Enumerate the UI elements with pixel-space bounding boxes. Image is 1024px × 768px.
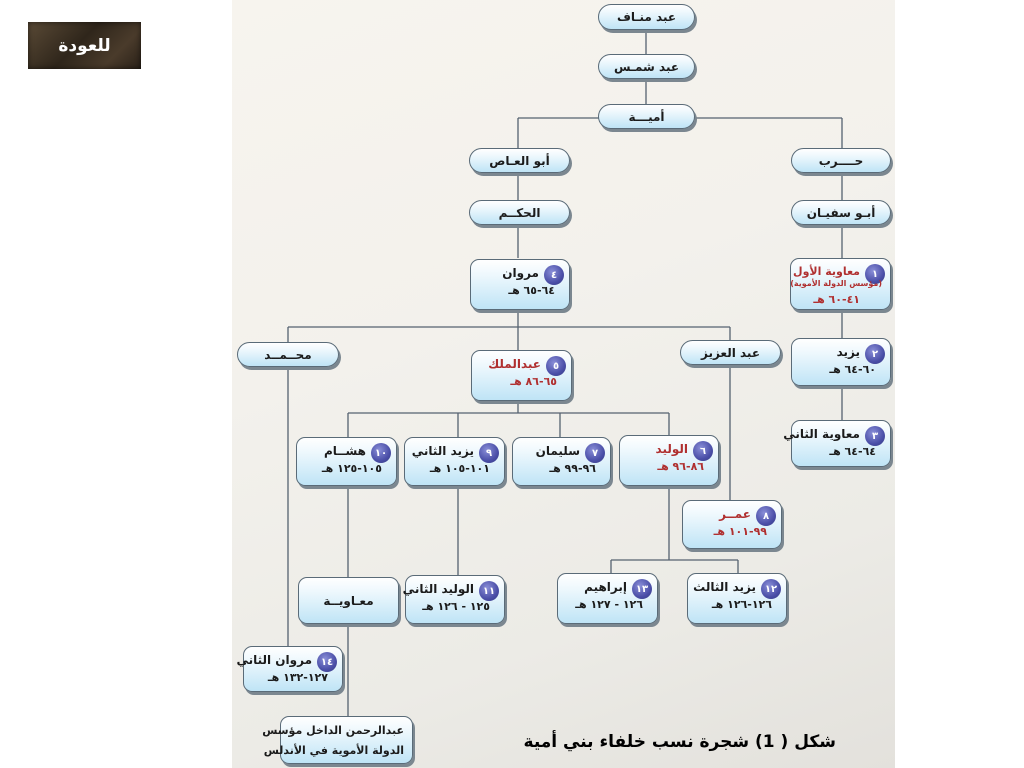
number-badge: ١ xyxy=(865,264,885,284)
node-name: سليمان xyxy=(535,444,580,458)
node-muawiya-2 xyxy=(783,420,891,467)
node-sulayman xyxy=(512,437,611,486)
number-badge: ٩ xyxy=(479,443,499,463)
node-name: هشــام xyxy=(323,444,366,458)
number-badge: ٣ xyxy=(865,426,885,446)
node-abd-almalik xyxy=(471,350,572,401)
number-badge: ٧ xyxy=(585,443,605,463)
node-abd-shams: عبد شمـس xyxy=(598,54,695,79)
figure-caption: شكل ( 1) شجرة نسب خلفاء بني أمية xyxy=(523,732,836,752)
number-badge: ١٤ xyxy=(317,652,337,672)
node-name: إبراهيم xyxy=(584,580,627,594)
number-badge: ٤ xyxy=(544,265,564,285)
node-ibrahim xyxy=(557,573,658,624)
node-name: عبدالملك xyxy=(488,357,541,371)
node-abd-manaf: عبد منـاف xyxy=(598,4,695,30)
node-umayya: أميـــة xyxy=(598,104,695,129)
node-name: يزيد الثاني xyxy=(411,444,474,458)
node-years: ٩٩-١٠١ هـ xyxy=(713,525,767,538)
node-hisham xyxy=(296,437,397,486)
node-harb: حــــرب xyxy=(791,148,891,173)
node-abd-alrahman xyxy=(262,716,413,764)
number-badge: ١٢ xyxy=(761,579,781,599)
node-name: يزيد xyxy=(836,345,860,359)
node-name: مروان xyxy=(502,266,539,280)
node-hakam: الحكــم xyxy=(469,200,570,225)
node-years: ١٢٦ - ١٢٧ هـ xyxy=(575,598,643,611)
node-years: ١٢٦-١٢٦ هـ xyxy=(711,598,772,611)
node-umar xyxy=(682,500,782,549)
node-name: الوليد xyxy=(655,442,688,456)
node-name: مروان الثاني xyxy=(236,653,312,667)
node-years: ١٠١-١٠٥ هـ xyxy=(429,462,490,475)
node-name: الوليد الثاني xyxy=(402,582,474,596)
node-years: ٤١-٦٠ هـ xyxy=(813,293,860,306)
node-name: عمــر xyxy=(719,507,751,521)
node-years: ٦٠-٦٤ هـ xyxy=(829,363,876,376)
node-walid-2 xyxy=(402,575,505,624)
number-badge: ٦ xyxy=(693,441,713,461)
node-years: ١٢٥ - ١٢٦ هـ xyxy=(422,600,490,613)
node-subtitle: (مؤسس الدولة الأموية) xyxy=(790,279,882,288)
node-marwan-2 xyxy=(236,646,343,692)
node-line-1: عبدالرحمن الداخل مؤسس xyxy=(262,724,404,737)
number-badge: ٢ xyxy=(865,344,885,364)
node-years: ٦٤-٦٥ هـ xyxy=(508,284,555,297)
node-line-2: الدولة الأموية في الأندلس xyxy=(263,744,404,757)
node-years: ٦٤-٦٤ هـ xyxy=(829,445,876,458)
node-yazid-3 xyxy=(687,573,787,624)
node-name: معاوية الثاني xyxy=(783,427,860,441)
number-badge: ١٣ xyxy=(632,579,652,599)
number-badge: ١١ xyxy=(479,581,499,601)
node-walid xyxy=(619,435,719,486)
node-muhammad: محــمــد xyxy=(237,342,339,367)
back-button[interactable]: للعودة xyxy=(28,22,141,69)
number-badge: ٨ xyxy=(756,506,776,526)
node-yazid xyxy=(791,338,891,386)
node-yazid-2 xyxy=(404,437,505,486)
node-years: ١٢٧-١٣٢ هـ xyxy=(267,671,328,684)
number-badge: ٥ xyxy=(546,356,566,376)
node-abu-alas: أبو العـاص xyxy=(469,148,570,173)
node-years: ١٠٥-١٢٥ هـ xyxy=(321,462,382,475)
node-years: ٩٦-٩٩ هـ xyxy=(549,462,596,475)
node-years: ٦٥-٨٦ هـ xyxy=(510,375,557,388)
node-name: يزيد الثالث xyxy=(693,580,756,594)
node-muawiya: معـاويــة xyxy=(298,577,399,624)
number-badge: ١٠ xyxy=(371,443,391,463)
node-muawiya-1 xyxy=(790,258,891,310)
node-abu-sufyan: أبـو سفيـان xyxy=(791,200,891,225)
node-marwan xyxy=(470,259,570,310)
node-name: معاوية الأول xyxy=(793,265,860,278)
node-abd-alaziz: عبد العزيز xyxy=(680,340,781,365)
node-years: ٨٦-٩٦ هـ xyxy=(657,460,704,473)
